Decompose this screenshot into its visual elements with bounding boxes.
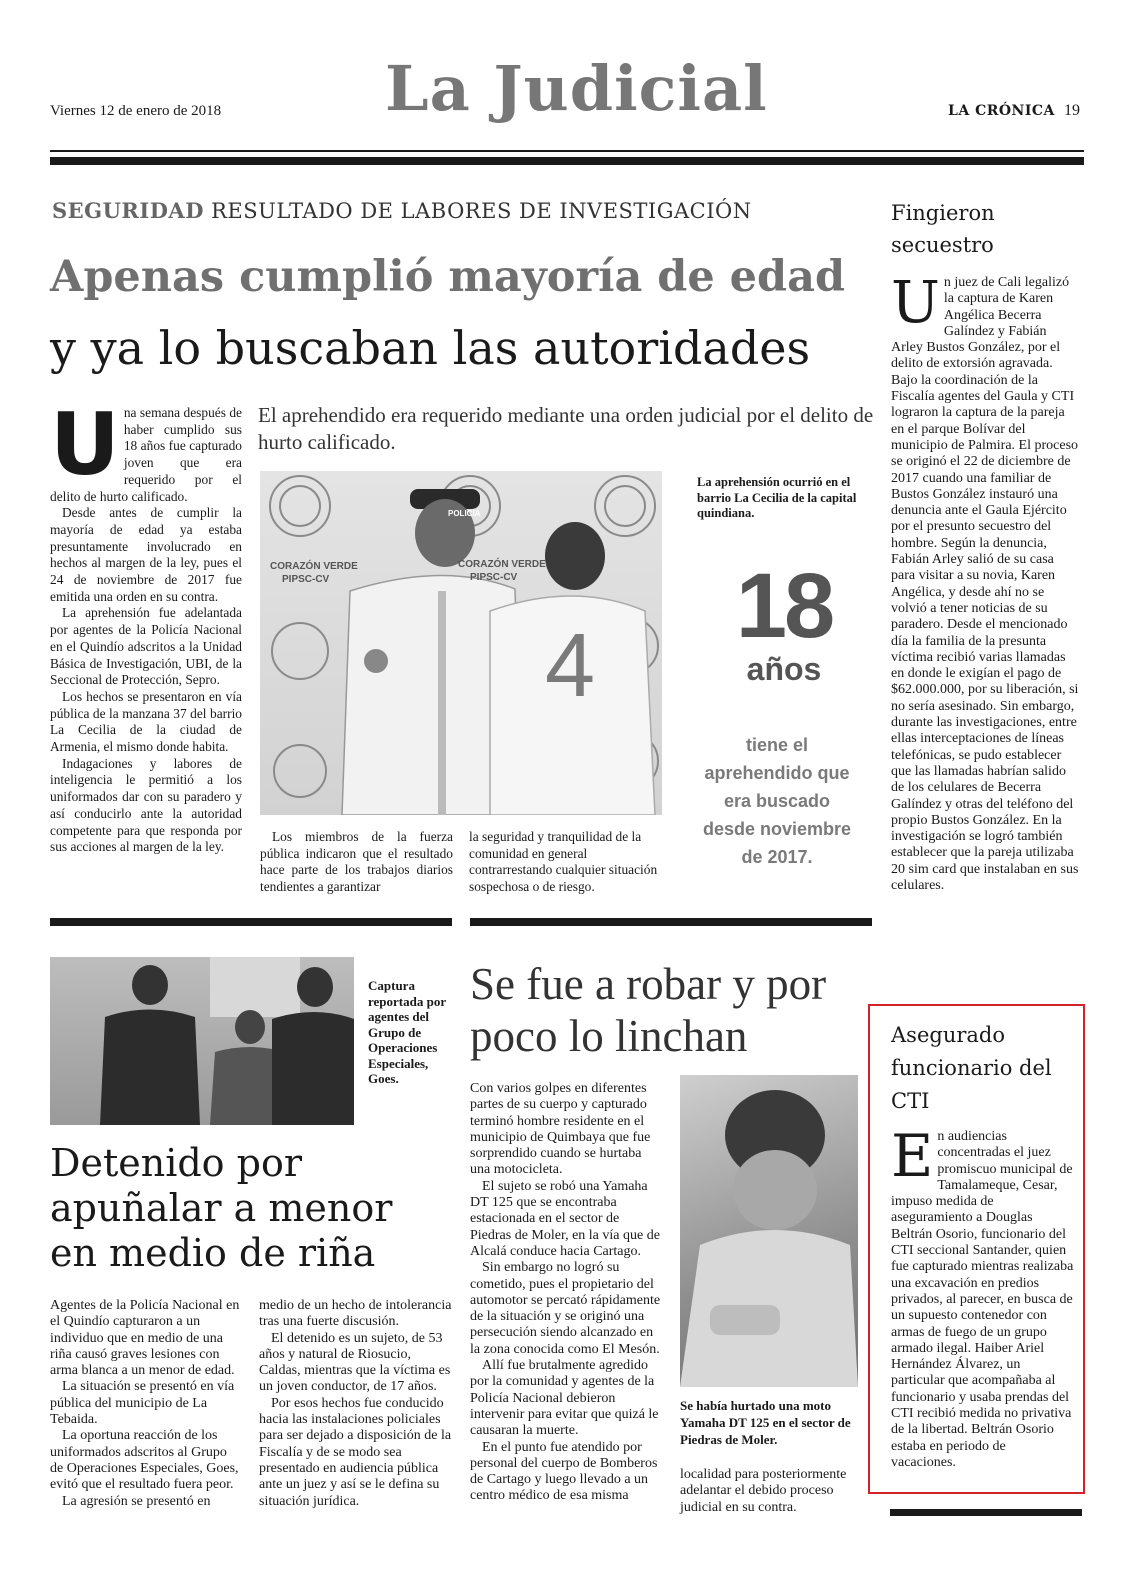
paragraph: Allí fue brutalmente agredido por la comunidad y agentes de la Policía Nacional debieron intervenir para evitar que quizá le causaran la muerte. [470, 1358, 659, 1439]
paragraph: Con varios golpes en diferentes partes de su cuerpo y capturado terminó hombre residente en el municipio de Quimbaya que fue sorprendido cuando se hurtaba una motocicleta. [470, 1081, 651, 1178]
story3-photo [680, 1075, 858, 1387]
story3-photo-caption: Se había hurtado una moto Yamaha DT 125 en el sector de Piedras de Moler. [680, 1398, 851, 1447]
paragraph: medio de un hecho de intolerancia tras una fuerte discusión. [259, 1298, 452, 1330]
backdrop-print: PIPSC-CV [470, 572, 518, 583]
sidebar-body [891, 1122, 1074, 1471]
story2-photo [50, 957, 354, 1125]
backdrop-print: CORAZÓN VERDE [270, 561, 358, 572]
paragraph: Desde antes de cumplir la mayoría de edad ya estaba presuntamente involucrado en hechos al margen de la ley, pues el 24 de noviembre de 2017 fue emitida una orden en su contra. [50, 505, 242, 604]
main-body-column-2 [260, 829, 453, 896]
main-body-column-3 [469, 829, 662, 896]
paragraph: La situación se presentó en vía pública del municipio de La Tebaida. [50, 1379, 235, 1428]
jersey-number: 4 [545, 616, 596, 716]
drop-cap: E [891, 1122, 934, 1190]
paragraph: Indagaciones y labores de inteligencia le permitió a los uniformados dar con su paradero y así conducirlo ante la autoridad competente para que responda por sus acciones al margen de la ley. [50, 755, 242, 855]
section-rule [470, 918, 872, 926]
section-rule [50, 918, 452, 926]
sidebar-body [891, 268, 1079, 894]
drop-cap: U [891, 268, 940, 336]
jacket-print: POLICÍA [448, 509, 481, 518]
section-title: La Judicial [385, 52, 768, 125]
paragraph: El detenido es un sujeto, de 53 años y natural de Riosucio, Caldas, mientras que la víctima es un joven conductor, de 17 años. [259, 1330, 451, 1395]
paragraph: Los miembros de la fuerza pública indicaron que el resultado hace parte de los trabajos diarios tendientes a garantizar [260, 829, 453, 895]
main-photo [260, 471, 662, 815]
paragraph: localidad para posteriormente adelantar el debido proceso judicial en su contra. [680, 1467, 847, 1515]
paragraph: En el punto fue atendido por personal del cuerpo de Bomberos de Cartago y luego llevado a un centro médico de esa misma [470, 1439, 658, 1504]
paragraph: Agentes de la Policía Nacional en el Quindío capturaron a un individuo que en medio de una riña causó graves lesiones con arma blanca a un menor de edad. [50, 1298, 240, 1379]
main-headline-line2: y ya lo buscaban las autoridades [50, 321, 811, 375]
paragraph: La oportuna reacción de los uniformados adscritos al Grupo de Operaciones Especiales, Goes, evitó que el resultado fuera peor. [50, 1428, 239, 1493]
paragraph: La agresión se presentó en [62, 1493, 211, 1509]
paragraph: Sin embargo no logró su cometido, pues el propietario del automotor se percató rápidamente de la situación y se originó una persecución siendo alcanzado en la zona conocida como El Mesón. [470, 1260, 661, 1357]
paragraph: la seguridad y tranquilidad de la comunidad en general contrarrestando cualquier situación sospechosa o de riesgo. [469, 829, 658, 895]
stat-unit: años [746, 651, 822, 687]
publication-name: LA CRÓNICA [948, 103, 1055, 119]
story2-headline: Detenido por apuñalar a menor en medio de riña [50, 1141, 393, 1275]
sidebar-title: Fingieron secuestro [891, 201, 995, 257]
story2-photo-caption: Captura reportada por agentes del Grupo de Operaciones Especiales, Goes. [368, 978, 446, 1086]
paragraph: El sujeto se robó una Yamaha DT 125 que se encontraba estacionada en el sector de Piedras de Moler, en la vía que de Alcalá conduce hacia Cartago. [470, 1178, 660, 1259]
main-body-column-1 [50, 395, 242, 856]
backdrop-print: CORAZÓN VERDE [458, 559, 546, 570]
issue-date: Viernes 12 de enero de 2018 [50, 103, 222, 119]
main-headline-line1: Apenas cumplió mayoría de edad [50, 252, 846, 302]
story3-headline: Se fue a robar y por poco lo linchan [470, 959, 827, 1061]
kicker-topic: RESULTADO DE LABORES DE INVESTIGACIÓN [211, 199, 752, 223]
paragraph: n audiencias concentradas el juez promiscuo municipal de Tamalameque, Cesar, impuso medida de aseguramiento a Douglas Beltrán Osorio, funcionario del CTI seccional Santander, quien fue capturado mientras realizaba una excavación en predios privados, al parecer, en busca de un supuesto contenedor con armas de fuego de un grupo armado ilegal. Haiber Ariel Hernández Álvarez, un particular que acompañaba al funcionario y usaba prendas del CTI recibió medida no privativa de la libertad. Beltrán Osorio estaba en periodo de vacaciones. [891, 1129, 1074, 1470]
paragraph: La aprehensión fue adelantada por agentes de la Policía Nacional en el Quindío adscritos a la Unidad Básica de Investigación, UBI, de la Seccional de Protección, Sepro. [50, 605, 242, 688]
main-kicker [52, 198, 752, 223]
paragraph: n juez de Cali legalizó la captura de Karen Angélica Becerra Galíndez y Fabián Arley Bustos González, por el delito de extorsión agravada. Bajo la coordinación de la Fiscalía agentes del Gaula y CTI lograron la captura de la pareja en el parque Bolívar del municipio de Palmira. El proceso se originó el 22 de diciembre de 2017 cuando una familiar de Bustos González instauró una denuncia ante el Gaula Ejército por el presunto secuestro del hombre. Según la denuncia, Fabián Arley salió de su casa para visitar a su novia, Karen Angélica, y desde ahí no se volvió a tener noticias de su paradero. Desde el mencionado día la familia de la presunta víctima recibió varias llamadas en donde le exigían el pago de $62.000.000, por su liberación, si no sería asesinado. Sin embargo, durante las investigaciones, entre ellas interceptaciones de líneas telefónicas, se pudo establecer que las llamadas habrían salido de los celulares de Becerra Galíndez y otras del teléfono del propio Bustos González. En la investigación se logró también establecer que la pareja utilizaba 20 sim card que instalaban en sus celulares. [891, 275, 1079, 893]
story3-body-column-1 [470, 1081, 663, 1505]
story3-body-column-2 [680, 1467, 858, 1516]
stat-number: 18 [735, 555, 833, 657]
paragraph: Por esos hechos fue conducido hacia las instalaciones policiales para ser dejado a disposición de la Fiscalía y de se modo sea presentado en audiencia pública ante un juez y así se le defina su situación jurídica. [259, 1395, 452, 1509]
stat-description: tiene el aprehendido que era buscado desde noviembre de 2017. [702, 735, 852, 867]
page-number: 19 [1064, 102, 1080, 119]
header-thin-rule [50, 150, 1084, 152]
story2-body-column-1 [50, 1298, 243, 1510]
story2-body-column-2 [259, 1298, 452, 1510]
drop-cap: U [50, 395, 120, 495]
sidebar-title: Asegurado funcionario del CTI [891, 1023, 1052, 1113]
paragraph: na semana después de haber cumplido sus 18 años fue capturado joven que era requerido por el delito de hurto calificado. [50, 405, 242, 504]
main-photo-caption: La aprehensión ocurrió en el barrio La Cecilia de la capital quindiana. [697, 475, 857, 520]
main-subheadline: El aprehendido era requerido mediante una orden judicial por el delito de hurto calificado. [258, 403, 874, 454]
kicker-section: SEGURIDAD [52, 198, 204, 223]
sidebar-bottom-rule [890, 1509, 1082, 1516]
header-thick-rule [50, 157, 1084, 165]
backdrop-print: PIPSC-CV [282, 574, 330, 585]
paragraph: Los hechos se presentaron en vía pública de la manzana 37 del barrio La Cecilia de la ciudad de Armenia, el mismo donde habita. [50, 688, 242, 755]
